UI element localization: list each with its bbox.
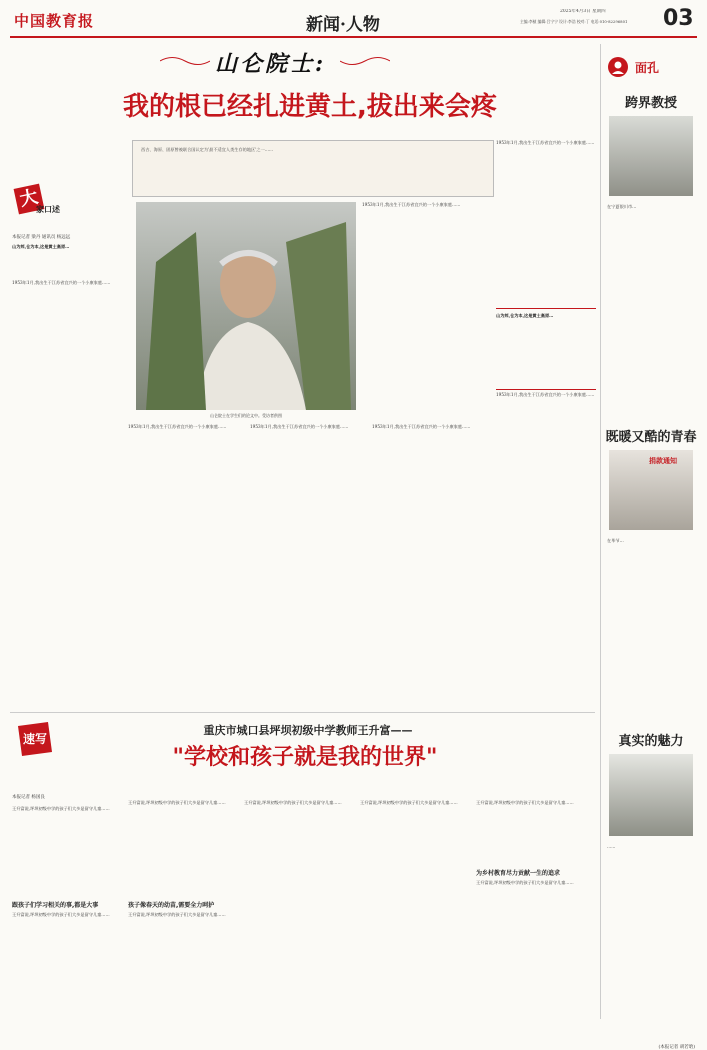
side-bottom-body: …… xyxy=(607,844,616,849)
article2-body-col2b: 王升富说,坪坝初级中学的孩子们大多是留守儿童…… xyxy=(128,912,226,917)
page-number: 03 xyxy=(663,6,694,31)
article1-subtitle: 山仑院士: xyxy=(215,51,327,77)
kicker-badge-big: 大 xyxy=(14,184,45,215)
side-bottom-photo xyxy=(609,754,693,836)
pullquote-text: 山为邦,仓为本,这是黄土高原… xyxy=(496,313,554,318)
article2-body-col2: 王升富说,坪坝初级中学的孩子们大多是留守儿童…… xyxy=(128,800,226,805)
date-line: 2025年4月3日 星期四 xyxy=(560,9,606,14)
article2-body-col4: 王升富说,坪坝初级中学的孩子们大多是留守儿童…… xyxy=(360,800,458,805)
side-bottom-title: 真实的魅力 xyxy=(618,734,684,749)
article2-sub2: 孩子像春天的幼苗,需要全力呵护 xyxy=(128,902,215,909)
article1-body-col3: 1953年1月,我出生于江苏省宜兴的一个小康家庭…… xyxy=(362,202,461,207)
article2-byline: 本报记者 杨国良 xyxy=(12,795,45,800)
article2-badge xyxy=(14,722,64,762)
side-mid-photo-sign: 捐款通知 xyxy=(649,456,677,465)
face-icon xyxy=(607,56,629,78)
kicker-badge-small: 家口述 xyxy=(36,204,60,214)
article1-pullquote xyxy=(496,308,596,390)
article2-badge-text: 速写 xyxy=(23,732,48,746)
article2-body-col5b: 王升富说,坪坝初级中学的孩子们大多是留守儿童…… xyxy=(476,880,574,885)
article2-divider xyxy=(10,712,595,713)
article1-title: 我的根已经扎进黄土,拔出来会疼 xyxy=(123,92,497,122)
article1-body-col4: 1953年1月,我出生于江苏省宜兴的一个小康家庭…… xyxy=(496,140,595,145)
article2-body-col3: 王升富说,坪坝初级中学的孩子们大多是留守儿童…… xyxy=(244,800,342,805)
sidebar-label-text: 面孔 xyxy=(635,61,660,75)
head-ornament-left xyxy=(160,54,210,68)
staff-line: 主编:李桢 编辑:吕宁宁 设计:李浩 校对:丁 电话:010-82296801 xyxy=(520,19,628,24)
kicker-badge xyxy=(16,186,66,226)
section-title: 新闻·人物 xyxy=(306,15,380,35)
article1-photo xyxy=(136,202,356,410)
masthead-logo: 中国教育报 xyxy=(14,12,95,30)
side-mid-title: 既暖又酷的青春 xyxy=(605,430,697,445)
article2-super-title: 重庆市城口县坪坝初级中学教师王升富—— xyxy=(203,724,413,737)
article2-body-col1: 王升富说,坪坝初级中学的孩子们大多是留守儿童…… xyxy=(12,806,110,811)
article1-byline: 本报记者 梁丹 通讯员 杨远远 xyxy=(12,235,71,240)
masthead-rule xyxy=(10,36,697,38)
side-mid-photo xyxy=(609,450,693,530)
article1-body-col1: 1953年1月,我出生于江苏省宜兴的一个小康家庭…… xyxy=(12,280,111,285)
article1-header xyxy=(10,44,590,136)
side-top-photo xyxy=(609,116,693,196)
sidebar-label xyxy=(607,56,695,78)
article1-body-col2b: 1953年1月,我出生于江苏省宜兴的一个小康家庭…… xyxy=(250,424,349,429)
photo-caption: 山仑院士在学生们的论文中。受访者供图 xyxy=(210,413,282,418)
sidebar xyxy=(600,44,701,1050)
article2-body-col5: 王升富说,坪坝初级中学的孩子们大多是留守儿童…… xyxy=(476,800,574,805)
side-top-body: 在宁夏银川市… xyxy=(607,204,637,209)
head-ornament-right xyxy=(340,54,390,68)
article1-body-col3b: 1953年1月,我出生于江苏省宜兴的一个小康家庭…… xyxy=(372,424,471,429)
article1-lead: 山为邦,仓为本,这是黄土高原… xyxy=(12,244,70,249)
photo-portrait-illustration xyxy=(136,202,356,410)
article1-intro-box xyxy=(132,140,494,197)
side-bottom-byline: (本报记者 胡若晗) xyxy=(658,1045,695,1050)
article2-body-col1b: 王升富说,坪坝初级中学的孩子们大多是留守儿童…… xyxy=(12,912,110,917)
article1-body-col2: 1953年1月,我出生于江苏省宜兴的一个小康家庭…… xyxy=(128,424,227,429)
article2-sub3: 为乡村教育尽力贡献一生的追求 xyxy=(476,870,561,877)
article1-body-col5: 1953年1月,我出生于江苏省宜兴的一个小康家庭…… xyxy=(496,392,595,397)
article2-title: "学校和孩子就是我的世界" xyxy=(172,745,438,770)
article1-intro-text: 西吉、海原、固原曾被联合国认定为'最不适宜人类生存的地区'之一…… xyxy=(141,147,274,152)
article2-sub1: 跟孩子们学习相关的事,都是大事 xyxy=(12,902,99,909)
side-top-title: 跨界教授 xyxy=(624,96,677,111)
masthead xyxy=(0,0,707,38)
side-mid-body: 在毕节… xyxy=(607,538,624,543)
